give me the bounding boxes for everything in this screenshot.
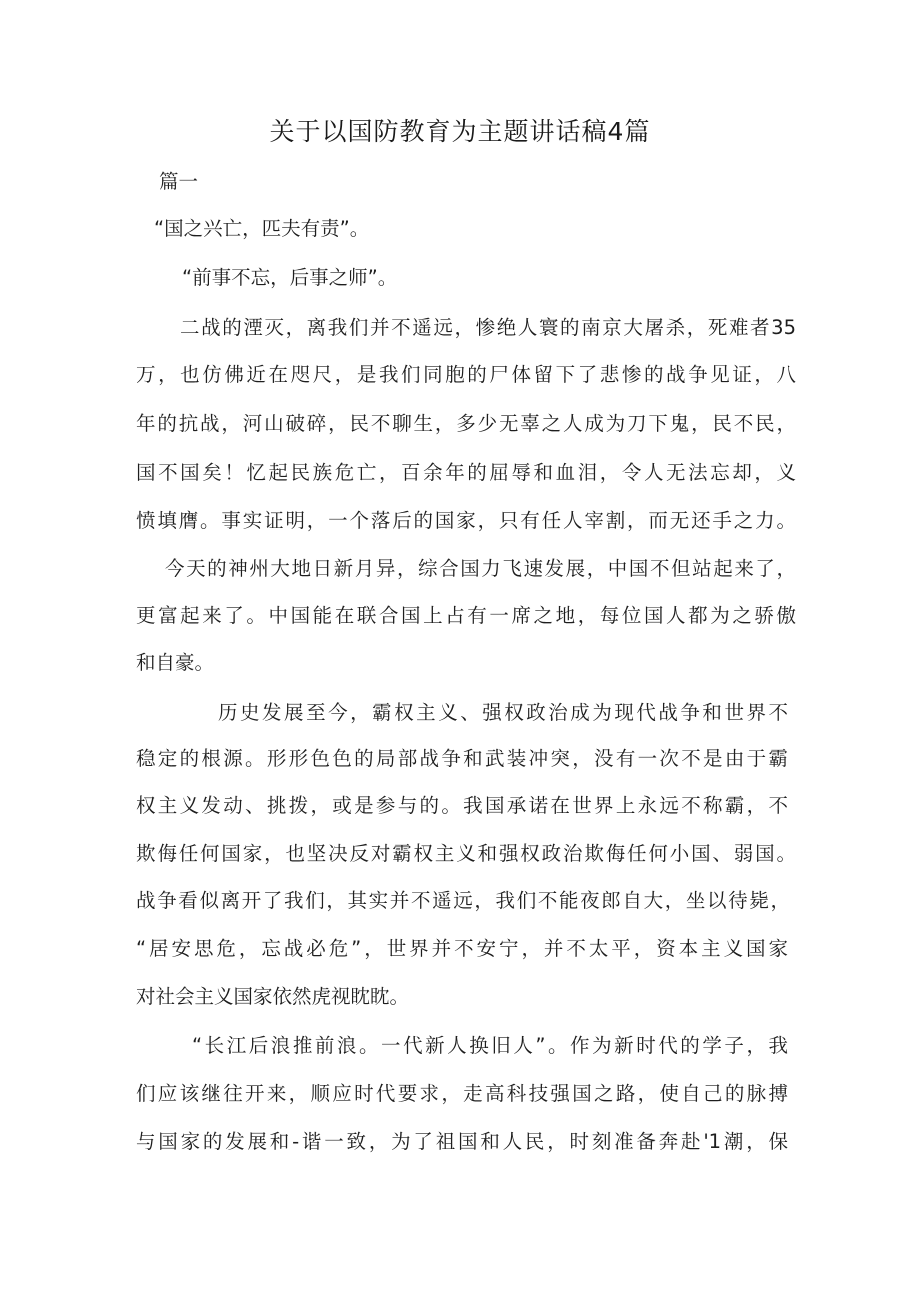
paragraph-line: 权主义发动、挑拨，或是参与的。我国承诺在世界上永远不称霸，不 (136, 794, 788, 817)
paragraph-line: “长江后浪推前浪。一代新人换旧人”。作为新时代的学子，我 (192, 1034, 788, 1057)
paragraph-line: 万，也仿佛近在咫尺，是我们同胞的尸体留下了悲惨的战争见证，八 (136, 363, 796, 386)
paragraph-line: 更富起来了。中国能在联合国上占有一席之地，每位国人都为之骄傲 (136, 604, 796, 627)
paragraph-line: 年的抗战，河山破碎，民不聊生，多少无辜之人成为刀下鬼，民不民， (136, 412, 796, 435)
paragraph-line: 和自豪。 (136, 651, 215, 674)
paragraph-line: “居安思危，忘战必危”，世界并不安宁，并不太平，资本主义国家 (136, 937, 788, 960)
paragraph-line: 与国家的发展和-谐一致，为了祖国和人民，时刻准备奔赴'1潮，保 (136, 1130, 788, 1153)
paragraph-line: 稳定的根源。形形色色的局部战争和武装冲突，没有一次不是由于霸 (136, 747, 788, 770)
paragraph-line: 今天的神州大地日新月异，综合国力飞速发展，中国不但站起来了， (165, 557, 796, 580)
paragraph-line: 二战的湮灭，离我们并不遥远，惨绝人寰的南京大屠杀，死难者35 (180, 316, 796, 339)
paragraph-line: 们应该继往开来，顺应时代要求，走高科技强国之路，使自己的脉搏 (136, 1082, 788, 1105)
document-title: 关于以国防教育为主题讲话稿4篇 (269, 117, 651, 146)
paragraph-line: 对社会主义国家依然虎视眈眈。 (136, 985, 410, 1008)
section-label: 篇一 (159, 170, 199, 193)
paragraph-line: 历史发展至今，霸权主义、强权政治成为现代战争和世界不 (218, 701, 788, 724)
paragraph-line: 国不国矣！忆起民族危亡，百余年的屈辱和血泪，令人无法忘却，义 (136, 461, 796, 484)
paragraph-line: 战争看似离开了我们，其实并不遥远，我们不能夜郎自大，坐以待毙， (136, 889, 790, 912)
paragraph-line: 欺侮任何国家，也坚决反对霸权主义和强权政治欺侮任何小国、弱国。 (136, 842, 796, 865)
quote-line: “国之兴亡，匹夫有责”。 (154, 217, 370, 240)
quote-line: “前事不忘，后事之师”。 (182, 266, 398, 289)
paragraph-line: 愤填膺。事实证明，一个落后的国家，只有任人宰割，而无还手之力。 (136, 509, 796, 532)
